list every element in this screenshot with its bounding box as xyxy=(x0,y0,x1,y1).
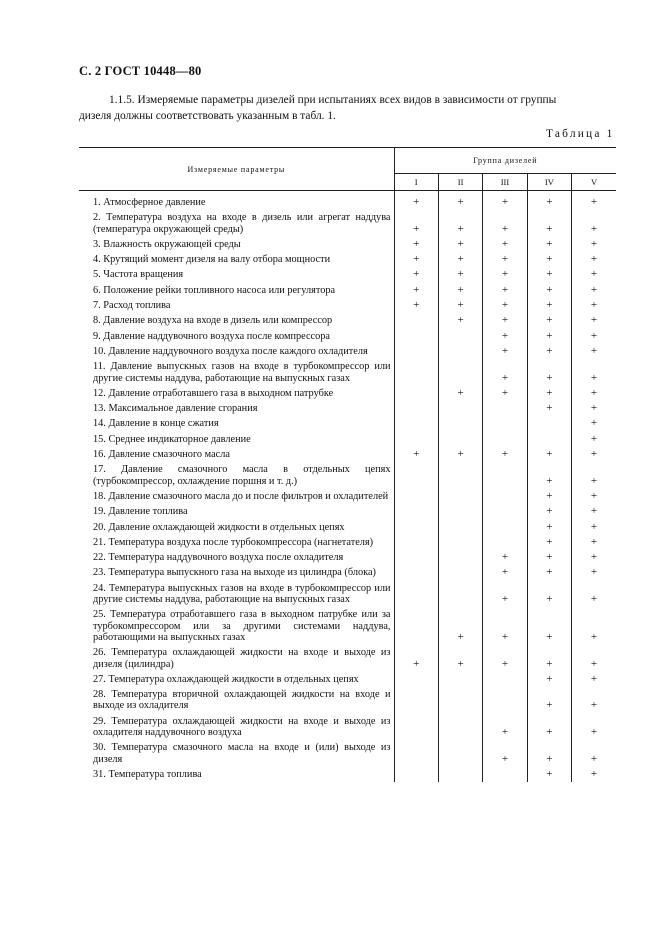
group-mark-cell xyxy=(394,672,438,687)
parameter-cell xyxy=(79,645,394,672)
parameter-text: 1. Атмосферное давление xyxy=(93,197,206,208)
group-mark-cell xyxy=(483,416,527,431)
group-mark-cell xyxy=(394,504,438,519)
group-mark-cell: + xyxy=(527,386,571,401)
group-mark-cell: + xyxy=(590,253,598,266)
parameter-cell xyxy=(79,329,394,344)
group-mark-cell xyxy=(438,672,482,687)
group-mark-cell xyxy=(394,401,438,416)
group-mark-cell xyxy=(527,416,571,431)
parameter-cell xyxy=(79,401,394,416)
group-mark-cell xyxy=(483,535,527,550)
group-mark-cell: + xyxy=(438,252,482,267)
table-label: Таблица 1 xyxy=(546,128,615,140)
group-mark-cell: + xyxy=(590,551,598,564)
parameter-text: 26. Температура охлаждающей жидкости на входе и выходе из дизеля (цилиндра) xyxy=(93,647,391,670)
parameter-text: 24. Температура выпускных газов на входе в турбокомпрессор или другие системы наддува, работающие на выпускных газах xyxy=(93,582,391,606)
table-row xyxy=(79,432,616,447)
table-row xyxy=(79,672,616,687)
group-mark-cell: + xyxy=(394,252,438,267)
group-mark-cell: + xyxy=(438,386,482,401)
group-mark-cell xyxy=(394,344,438,359)
table-row xyxy=(79,607,616,645)
parameter-text: 7. Расход топлива xyxy=(93,300,171,312)
group-mark-cell xyxy=(483,672,527,687)
group-mark-cell: + xyxy=(483,607,527,645)
parameter-cell xyxy=(79,298,394,313)
group-mark-cell xyxy=(438,740,482,767)
parameter-cell xyxy=(79,489,394,504)
parameter-cell xyxy=(79,191,394,211)
group-mark-cell xyxy=(394,581,438,608)
parameter-cell xyxy=(79,565,394,580)
parameter-cell xyxy=(79,283,394,298)
group-mark-cell xyxy=(483,489,527,504)
group-mark-cell: + xyxy=(394,298,438,313)
table-row xyxy=(79,645,616,672)
group-mark-cell: + xyxy=(527,329,571,344)
group-mark-cell: + xyxy=(483,329,527,344)
group-mark-cell: + xyxy=(590,448,598,461)
parameter-cell xyxy=(79,504,394,519)
group-mark-cell: + xyxy=(590,299,598,312)
group-mark-cell xyxy=(483,462,527,489)
group-mark-cell: + xyxy=(527,714,571,741)
parameter-text: 11. Давление выпускных газов на входе в турбокомпрессор или другие системы наддува, работающие на выпускных газах xyxy=(93,361,391,384)
table-row xyxy=(79,416,616,431)
group-mark-cell: + xyxy=(527,283,571,298)
group-mark-cell: + xyxy=(527,535,571,550)
group-mark-cell xyxy=(483,504,527,519)
group-mark-cell: + xyxy=(527,344,571,359)
group-mark-cell: + xyxy=(438,191,482,211)
group-mark-cell xyxy=(438,462,482,489)
table-row xyxy=(79,550,616,565)
group-mark-cell: + xyxy=(527,298,571,313)
group-mark-cell: + xyxy=(483,740,527,767)
group-mark-cell xyxy=(438,504,482,519)
group-mark-cell: + xyxy=(483,581,527,608)
group-mark-cell: + xyxy=(394,267,438,282)
group-mark-cell: + xyxy=(590,371,598,384)
parameter-text: 21. Температура воздуха после турбокомпрессора (нагнетателя) xyxy=(93,536,374,548)
group-mark-cell xyxy=(438,401,482,416)
group-mark-cell: + xyxy=(527,210,571,237)
parameter-cell xyxy=(79,447,394,462)
group-mark-cell: + xyxy=(483,283,527,298)
group-mark-cell xyxy=(394,740,438,767)
group-mark-cell: + xyxy=(483,386,527,401)
table-row xyxy=(79,329,616,344)
group-mark-cell xyxy=(483,520,527,535)
group-mark-cell xyxy=(394,687,438,714)
group-mark-cell: + xyxy=(590,520,598,533)
parameter-cell xyxy=(79,535,394,550)
group-mark-cell: + xyxy=(527,447,571,462)
table-row xyxy=(79,344,616,359)
group-mark-cell xyxy=(438,344,482,359)
group-mark-cell xyxy=(483,687,527,714)
group-mark-cell xyxy=(438,359,482,386)
group-mark-cell: + xyxy=(483,645,527,672)
parameter-cell xyxy=(79,344,394,359)
group-header-1: I xyxy=(394,173,438,190)
parameter-text: 5. Частота вращения xyxy=(93,269,184,281)
group-mark-cell xyxy=(394,607,438,645)
group-mark-cell: + xyxy=(438,607,482,645)
group-mark-cell: + xyxy=(590,283,598,296)
group-mark-cell: + xyxy=(438,645,482,672)
group-mark-cell: + xyxy=(590,196,598,208)
group-mark-cell: + xyxy=(527,462,571,489)
group-mark-cell: + xyxy=(590,222,598,235)
group-mark-cell: + xyxy=(483,447,527,462)
group-mark-cell xyxy=(483,401,527,416)
group-mark-cell: + xyxy=(438,267,482,282)
group-mark-cell xyxy=(438,416,482,431)
parameter-cell xyxy=(79,386,394,401)
group-mark-cell: + xyxy=(590,767,598,780)
group-mark-cell: + xyxy=(394,447,438,462)
parameter-text: 18. Давление смазочного масла до и после фильтров и охладителей xyxy=(93,490,389,502)
group-mark-cell: + xyxy=(527,672,571,687)
parameter-text: 25. Температура отработавшего газа в выходном патрубке или за турбокомпрессором или за другими системами наддува, работающими на выпускных газах xyxy=(93,609,391,643)
parameter-text: 17. Давление смазочного масла в отдельных цепях (турбокомпрессор, охлаждение поршня и т. д.) xyxy=(93,464,391,487)
param-column-header: Измеряемые параметры xyxy=(79,148,394,191)
intro-line-2: дизеля должны соответствовать указанным в табл. 1. xyxy=(79,109,336,122)
parameter-text: 19. Давление топлива xyxy=(93,506,188,518)
parameter-cell xyxy=(79,767,394,782)
group-mark-cell: + xyxy=(527,313,571,328)
group-mark-cell: + xyxy=(590,566,598,579)
parameter-cell xyxy=(79,252,394,267)
group-mark-cell: + xyxy=(590,672,598,685)
group-mark-cell: + xyxy=(438,313,482,328)
table-row xyxy=(79,313,616,328)
group-mark-cell: + xyxy=(483,565,527,580)
group-mark-cell: + xyxy=(483,313,527,328)
parameter-cell xyxy=(79,687,394,714)
group-mark-cell xyxy=(483,767,527,782)
table-body xyxy=(79,191,616,783)
table-row xyxy=(79,565,616,580)
table-row xyxy=(79,210,616,237)
table-row xyxy=(79,520,616,535)
parameter-text: 16. Давление смазочного масла xyxy=(93,449,230,461)
intro-paragraph xyxy=(79,93,616,124)
group-mark-cell xyxy=(394,386,438,401)
group-mark-cell xyxy=(438,687,482,714)
group-mark-cell: + xyxy=(527,267,571,282)
group-mark-cell: + xyxy=(590,386,598,399)
table-row xyxy=(79,489,616,504)
group-mark-cell xyxy=(394,535,438,550)
group-mark-cell xyxy=(394,329,438,344)
group-mark-cell: + xyxy=(483,191,527,211)
parameter-text: 10. Давление наддувочного воздуха после каждого охладителя xyxy=(93,345,368,357)
table-row xyxy=(79,767,616,782)
group-header-2: II xyxy=(438,173,482,190)
parameter-text: 30. Температура смазочного масла на входе и (или) выходе из дизеля xyxy=(93,742,391,765)
parameter-cell xyxy=(79,714,394,741)
group-mark-cell: + xyxy=(590,344,598,357)
table-row xyxy=(79,359,616,386)
group-mark-cell xyxy=(527,432,571,447)
parameter-text: 28. Температура вторичной охлаждающей жидкости на входе и выходе из охладителя xyxy=(93,689,391,712)
group-mark-cell xyxy=(438,489,482,504)
group-mark-cell: + xyxy=(438,237,482,252)
intro-line-1: 1.1.5. Измеряемые параметры дизелей при испытаниях всех видов в зависимости от группы xyxy=(109,94,557,106)
group-header-5: V xyxy=(572,173,616,190)
group-mark-cell xyxy=(394,550,438,565)
parameter-text: 23. Температура выпускного газа на выходе из цилиндра (блока) xyxy=(93,567,376,579)
parameter-cell xyxy=(79,581,394,608)
group-mark-cell: + xyxy=(438,210,482,237)
group-mark-cell: + xyxy=(394,645,438,672)
group-mark-cell: + xyxy=(590,752,598,765)
group-mark-cell: + xyxy=(527,687,571,714)
table-row xyxy=(79,386,616,401)
group-mark-cell: + xyxy=(527,565,571,580)
table-row xyxy=(79,535,616,550)
table-row xyxy=(79,401,616,416)
parameter-text: 27. Температура охлаждающей жидкости в отдельных цепях xyxy=(93,673,359,685)
page-header: С. 2 ГОСТ 10448—80 xyxy=(79,64,202,78)
group-mark-cell: + xyxy=(483,267,527,282)
table-row xyxy=(79,283,616,298)
group-mark-cell: + xyxy=(590,593,598,606)
group-mark-cell xyxy=(394,432,438,447)
group-column-header: Группа дизелей xyxy=(394,148,616,174)
group-mark-cell: + xyxy=(483,550,527,565)
parameter-cell xyxy=(79,313,394,328)
parameter-text: 20. Давление охлаждающей жидкости в отдельных цепях xyxy=(93,521,345,533)
parameter-cell xyxy=(79,237,394,252)
table-row xyxy=(79,740,616,767)
group-mark-cell xyxy=(394,565,438,580)
parameter-text: 22. Температура наддувочного воздуха после охладителя xyxy=(93,552,344,564)
parameter-text: 2. Температура воздуха на входе в дизель или агрегат наддува (температура окружающей среды) xyxy=(93,212,391,235)
group-mark-cell: + xyxy=(590,268,598,281)
group-mark-cell: + xyxy=(590,699,598,712)
group-mark-cell: + xyxy=(590,417,598,430)
parameter-cell xyxy=(79,550,394,565)
group-mark-cell: + xyxy=(527,645,571,672)
group-mark-cell xyxy=(394,462,438,489)
group-mark-cell: + xyxy=(527,520,571,535)
group-mark-cell: + xyxy=(527,252,571,267)
group-mark-cell: + xyxy=(590,474,598,487)
group-mark-cell: + xyxy=(483,359,527,386)
table-row xyxy=(79,191,616,211)
parameter-text: 3. Влажность окружающей среды xyxy=(93,238,241,250)
parameter-text: 9. Давление наддувочного воздуха после компрессора xyxy=(93,330,330,342)
group-mark-cell: + xyxy=(527,581,571,608)
parameter-cell xyxy=(79,359,394,386)
parameter-text: 4. Крутящий момент дизеля на валу отбора мощности xyxy=(93,254,331,266)
group-mark-cell xyxy=(438,329,482,344)
group-mark-cell: + xyxy=(527,489,571,504)
group-mark-cell xyxy=(394,313,438,328)
parameter-text: 14. Давление в конце сжатия xyxy=(93,418,219,430)
group-mark-cell xyxy=(394,416,438,431)
group-mark-cell xyxy=(394,714,438,741)
group-mark-cell xyxy=(438,714,482,741)
table-row xyxy=(79,267,616,282)
parameter-cell xyxy=(79,740,394,767)
group-mark-cell: + xyxy=(394,237,438,252)
group-mark-cell: + xyxy=(438,283,482,298)
group-mark-cell: + xyxy=(527,401,571,416)
table-row xyxy=(79,447,616,462)
group-mark-cell: + xyxy=(590,657,598,670)
table-row xyxy=(79,298,616,313)
group-mark-cell: + xyxy=(590,402,598,415)
group-mark-cell: + xyxy=(590,432,598,445)
group-mark-cell: + xyxy=(590,535,598,548)
group-mark-cell: + xyxy=(527,191,571,211)
group-mark-cell: + xyxy=(590,329,598,342)
group-mark-cell xyxy=(438,767,482,782)
group-mark-cell: + xyxy=(590,237,598,250)
parameter-cell xyxy=(79,462,394,489)
parameter-text: 31. Температура топлива xyxy=(93,768,202,780)
group-mark-cell: + xyxy=(527,767,571,782)
group-mark-cell: + xyxy=(590,314,598,327)
group-mark-cell: + xyxy=(527,359,571,386)
group-mark-cell: + xyxy=(527,607,571,645)
group-mark-cell: + xyxy=(483,252,527,267)
group-header-3: III xyxy=(483,173,527,190)
table-row xyxy=(79,252,616,267)
group-mark-cell xyxy=(438,581,482,608)
parameter-text: 15. Среднее индикаторное давление xyxy=(93,433,251,445)
parameter-text: 6. Положение рейки топливного насоса или регулятора xyxy=(93,284,336,296)
group-mark-cell: + xyxy=(438,447,482,462)
group-mark-cell: + xyxy=(483,298,527,313)
parameter-text: 13. Максимальное давление сгорания xyxy=(93,403,258,415)
group-mark-cell: + xyxy=(590,489,598,502)
parameter-cell xyxy=(79,267,394,282)
group-mark-cell: + xyxy=(527,740,571,767)
group-mark-cell xyxy=(394,489,438,504)
group-mark-cell: + xyxy=(394,191,438,211)
parameter-cell xyxy=(79,416,394,431)
group-mark-cell xyxy=(394,767,438,782)
group-mark-cell xyxy=(438,520,482,535)
group-header-4: IV xyxy=(527,173,571,190)
table-row xyxy=(79,504,616,519)
table-row xyxy=(79,462,616,489)
group-mark-cell: + xyxy=(438,298,482,313)
group-mark-cell: + xyxy=(590,725,598,738)
group-mark-cell xyxy=(438,550,482,565)
parameter-cell xyxy=(79,607,394,645)
parameter-cell xyxy=(79,432,394,447)
group-mark-cell xyxy=(483,432,527,447)
table-row xyxy=(79,581,616,608)
group-mark-cell: + xyxy=(527,550,571,565)
parameter-cell xyxy=(79,210,394,237)
group-mark-cell xyxy=(394,520,438,535)
table-row xyxy=(79,714,616,741)
group-mark-cell: + xyxy=(394,283,438,298)
parameter-text: 29. Температура охлаждающей жидкости на входе и выходе из охладителя наддувочного воздуха xyxy=(93,715,391,738)
group-mark-cell: + xyxy=(590,505,598,518)
group-mark-cell: + xyxy=(483,344,527,359)
group-mark-cell xyxy=(438,432,482,447)
group-mark-cell: + xyxy=(527,237,571,252)
group-mark-cell: + xyxy=(483,210,527,237)
parameter-cell xyxy=(79,672,394,687)
parameters-table xyxy=(79,147,616,782)
table-row xyxy=(79,687,616,714)
group-mark-cell: + xyxy=(483,237,527,252)
group-mark-cell: + xyxy=(483,714,527,741)
group-mark-cell: + xyxy=(590,630,598,643)
parameter-text: 8. Давление воздуха на входе в дизель или компрессор xyxy=(93,315,333,327)
group-mark-cell xyxy=(438,565,482,580)
group-mark-cell xyxy=(438,535,482,550)
parameter-text: 12. Давление отработавшего газа в выходном патрубке xyxy=(93,387,334,399)
group-mark-cell: + xyxy=(527,504,571,519)
group-mark-cell xyxy=(394,359,438,386)
group-mark-cell: + xyxy=(394,210,438,237)
table-row xyxy=(79,237,616,252)
parameter-cell xyxy=(79,520,394,535)
